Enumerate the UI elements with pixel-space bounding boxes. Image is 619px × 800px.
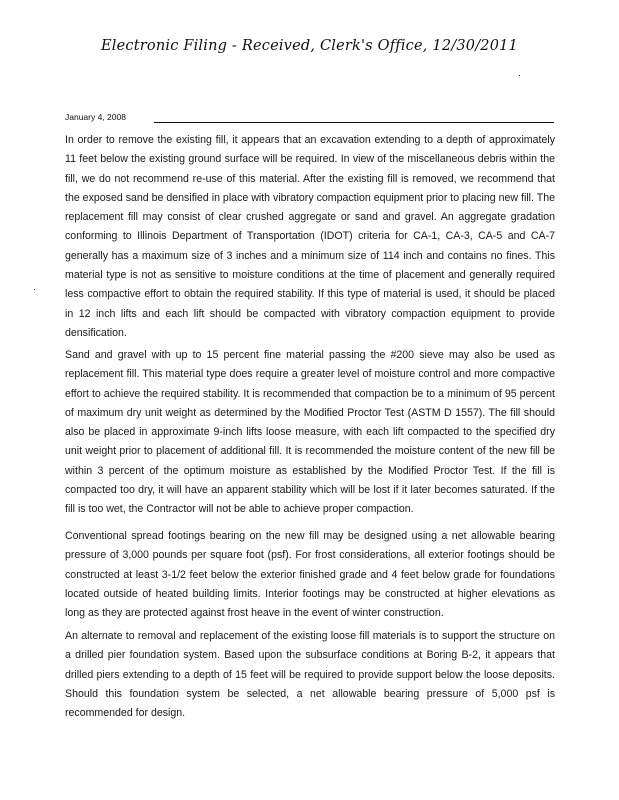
scan-speck xyxy=(34,289,35,290)
paragraph-spread-footings: Conventional spread footings bearing on the new fill may be designed using a net allowable bearing pressure of 3,000 pounds per square foot (psf). For frost considerations, all exterior footings should be constructed at least 3-1/2 feet below the exterior finished grade and 4 feet below grade for foundations located outside of heated building limits. Interior footings may be constructed at higher elevations as long as they are protected against frost heave in the event of winter construction. xyxy=(65,530,555,620)
letter-date-line xyxy=(65,112,555,126)
filing-stamp: Electronic Filing - Received, Clerk's Office, 12/30/2011 xyxy=(101,38,518,54)
paragraph-sand-gravel: Sand and gravel with up to 15 percent fine material passing the #200 sieve may also be used as replacement fill. This material type does require a greater level of moisture control and more compactive effort to achieve the required stability. It is recommended that compaction be to a minimum of 95 percent of maximum dry unit weight as determined by the Modified Proctor Test (ASTM D 1557). The fill should also be placed in approximate 9-inch lifts loose measure, with each lift compacted to the specified dry unit weight prior to placement of additional fill. It is recommended the moisture content of the new fill be within 3 percent of the optimum moisture as established by the Modified Proctor Test. If the fill is compacted too dry, it will have an apparent stability which will be lost if it later becomes saturated. If the fill is too wet, the Contractor will not be able to achieve proper compaction. xyxy=(65,349,555,516)
letter-date: January 4, 2008 xyxy=(65,112,126,122)
paragraph-drilled-piers: An alternate to removal and replacement of the existing loose fill materials is to support the structure on a drilled pier foundation system. Based upon the subsurface conditions at Boring B-2, it appears that drilled piers extending to a depth of 15 feet will be required to provide support below the loose deposits. Should this foundation system be selected, a net allowable bearing pressure of 5,000 psf is recommended for design. xyxy=(65,630,555,720)
date-rule xyxy=(154,122,554,123)
scan-speck xyxy=(519,75,520,76)
paragraph-fill-removal: In order to remove the existing fill, it appears that an excavation extending to a depth of approximately 11 feet below the existing ground surface will be required. In view of the miscellaneous debris within the fill, we do not recommend re-use of this material. After the existing fill is removed, we recommend that the exposed sand be densified in place with vibratory compaction equipment prior to placing new fill. The replacement fill may consist of clear crushed aggregate or sand and gravel. An aggregate gradation conforming to Illinois Department of Transportation (IDOT) criteria for CA-1, CA-3, CA-5 and CA-7 generally has a maximum size of 3 inches and a minimum size of 114 inch and contains no fines. This material type is not as sensitive to moisture conditions at the time of placement and generally required less compactive effort to obtain the required stability. If this type of material is used, it should be placed in 12 inch lifts and each lift should be compacted with vibratory compaction equipment to provide densification. xyxy=(65,134,555,339)
